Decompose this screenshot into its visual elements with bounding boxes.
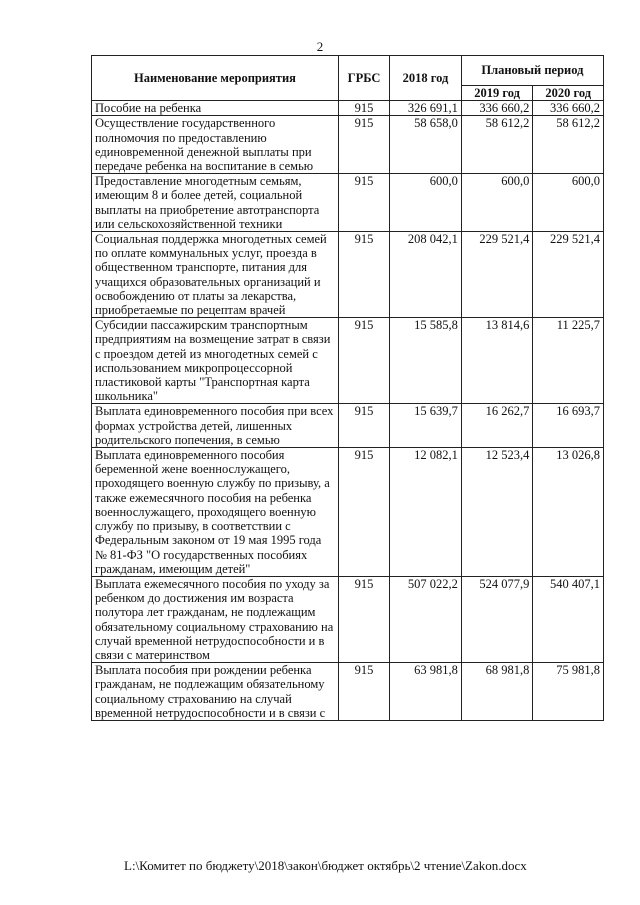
row-grbs: 915 xyxy=(338,663,389,721)
row-name: Субсидии пассажирским транспортным предприятиям на возмещение затрат в связи с проездом детей из многодетных семей с использованием микропроцессорной пластиковой карты "Транспортная карта школьника" xyxy=(92,318,339,404)
page-number: 2 xyxy=(316,39,324,54)
row-2020: 13 026,8 xyxy=(533,448,604,577)
row-name: Выплата единовременного пособия при всех формах устройства детей, лишенных родительского попечения, в семью xyxy=(92,404,339,448)
row-2019: 229 521,4 xyxy=(461,232,533,318)
row-2019: 16 262,7 xyxy=(461,404,533,448)
header-2020: 2020 год xyxy=(533,86,604,101)
row-grbs: 915 xyxy=(338,576,389,662)
table-row xyxy=(92,232,604,318)
row-grbs: 915 xyxy=(338,404,389,448)
row-2020: 336 660,2 xyxy=(533,101,604,116)
row-2019: 12 523,4 xyxy=(461,448,533,577)
row-2018: 208 042,1 xyxy=(390,232,462,318)
row-grbs: 915 xyxy=(338,101,389,116)
row-grbs: 915 xyxy=(338,174,389,232)
table-row xyxy=(92,404,604,448)
row-name: Выплата единовременного пособия беременной жене военнослужащего, проходящего военную службу по призыву, а также ежемесячного пособия на ребенка военнослужащего, проходящего военную службу по призыву, в соответствии с Федеральным законом от 19 мая 1995 года № 81-ФЗ "О государственных пособиях гражданам, имеющим детей" xyxy=(92,448,339,577)
row-2019: 524 077,9 xyxy=(461,576,533,662)
table-row xyxy=(92,101,604,116)
row-2018: 507 022,2 xyxy=(390,576,462,662)
row-name: Выплата ежемесячного пособия по уходу за ребенком до достижения им возраста полутора лет гражданам, не подлежащим обязательному социальному страхованию на случай временной нетрудоспособности и в связи с материнством xyxy=(92,576,339,662)
table-row xyxy=(92,576,604,662)
row-2020: 540 407,1 xyxy=(533,576,604,662)
row-name: Предоставление многодетным семьям, имеющим 8 и более детей, социальной выплаты на приобретение автотранспорта или сельскохозяйственной техники xyxy=(92,174,339,232)
row-2019: 13 814,6 xyxy=(461,318,533,404)
row-grbs: 915 xyxy=(338,116,389,174)
row-grbs: 915 xyxy=(338,318,389,404)
budget-table xyxy=(91,55,604,721)
table-row xyxy=(92,318,604,404)
row-2020: 75 981,8 xyxy=(533,663,604,721)
row-2019: 600,0 xyxy=(461,174,533,232)
table-row xyxy=(92,448,604,577)
row-2020: 11 225,7 xyxy=(533,318,604,404)
row-grbs: 915 xyxy=(338,448,389,577)
header-2019: 2019 год xyxy=(461,86,533,101)
row-2018: 326 691,1 xyxy=(390,101,462,116)
row-2018: 63 981,8 xyxy=(390,663,462,721)
table-row xyxy=(92,116,604,174)
row-2019: 58 612,2 xyxy=(461,116,533,174)
header-grbs: ГРБС xyxy=(338,56,389,101)
header-planned-period: Плановый период xyxy=(461,56,603,86)
row-2018: 58 658,0 xyxy=(390,116,462,174)
row-2020: 58 612,2 xyxy=(533,116,604,174)
row-2018: 15 639,7 xyxy=(390,404,462,448)
row-name: Осуществление государственного полномочия по предоставлению единовременной денежной выплаты при передаче ребенка на воспитание в семью xyxy=(92,116,339,174)
row-2019: 336 660,2 xyxy=(461,101,533,116)
table-row xyxy=(92,174,604,232)
row-grbs: 915 xyxy=(338,232,389,318)
row-2019: 68 981,8 xyxy=(461,663,533,721)
row-2020: 16 693,7 xyxy=(533,404,604,448)
row-2018: 600,0 xyxy=(390,174,462,232)
header-name: Наименование мероприятия xyxy=(92,56,339,101)
row-2018: 12 082,1 xyxy=(390,448,462,577)
header-2018: 2018 год xyxy=(390,56,462,101)
row-name: Выплата пособия при рождении ребенка гражданам, не подлежащим обязательному социальному страхованию на случай временной нетрудоспособности и в связи с xyxy=(92,663,339,721)
row-name: Пособие на ребенка xyxy=(92,101,339,116)
table-row xyxy=(92,663,604,721)
file-path-footer: L:\Комитет по бюджету\2018\закон\бюджет октябрь\2 чтение\Zakon.docx xyxy=(124,858,527,873)
row-name: Социальная поддержка многодетных семей по оплате коммунальных услуг, проезда в общественном транспорте, питания для учащихся образовательных организаций и освобождению от платы за лекарства, приобретаемые по рецептам врачей xyxy=(92,232,339,318)
row-2020: 600,0 xyxy=(533,174,604,232)
row-2018: 15 585,8 xyxy=(390,318,462,404)
row-2020: 229 521,4 xyxy=(533,232,604,318)
